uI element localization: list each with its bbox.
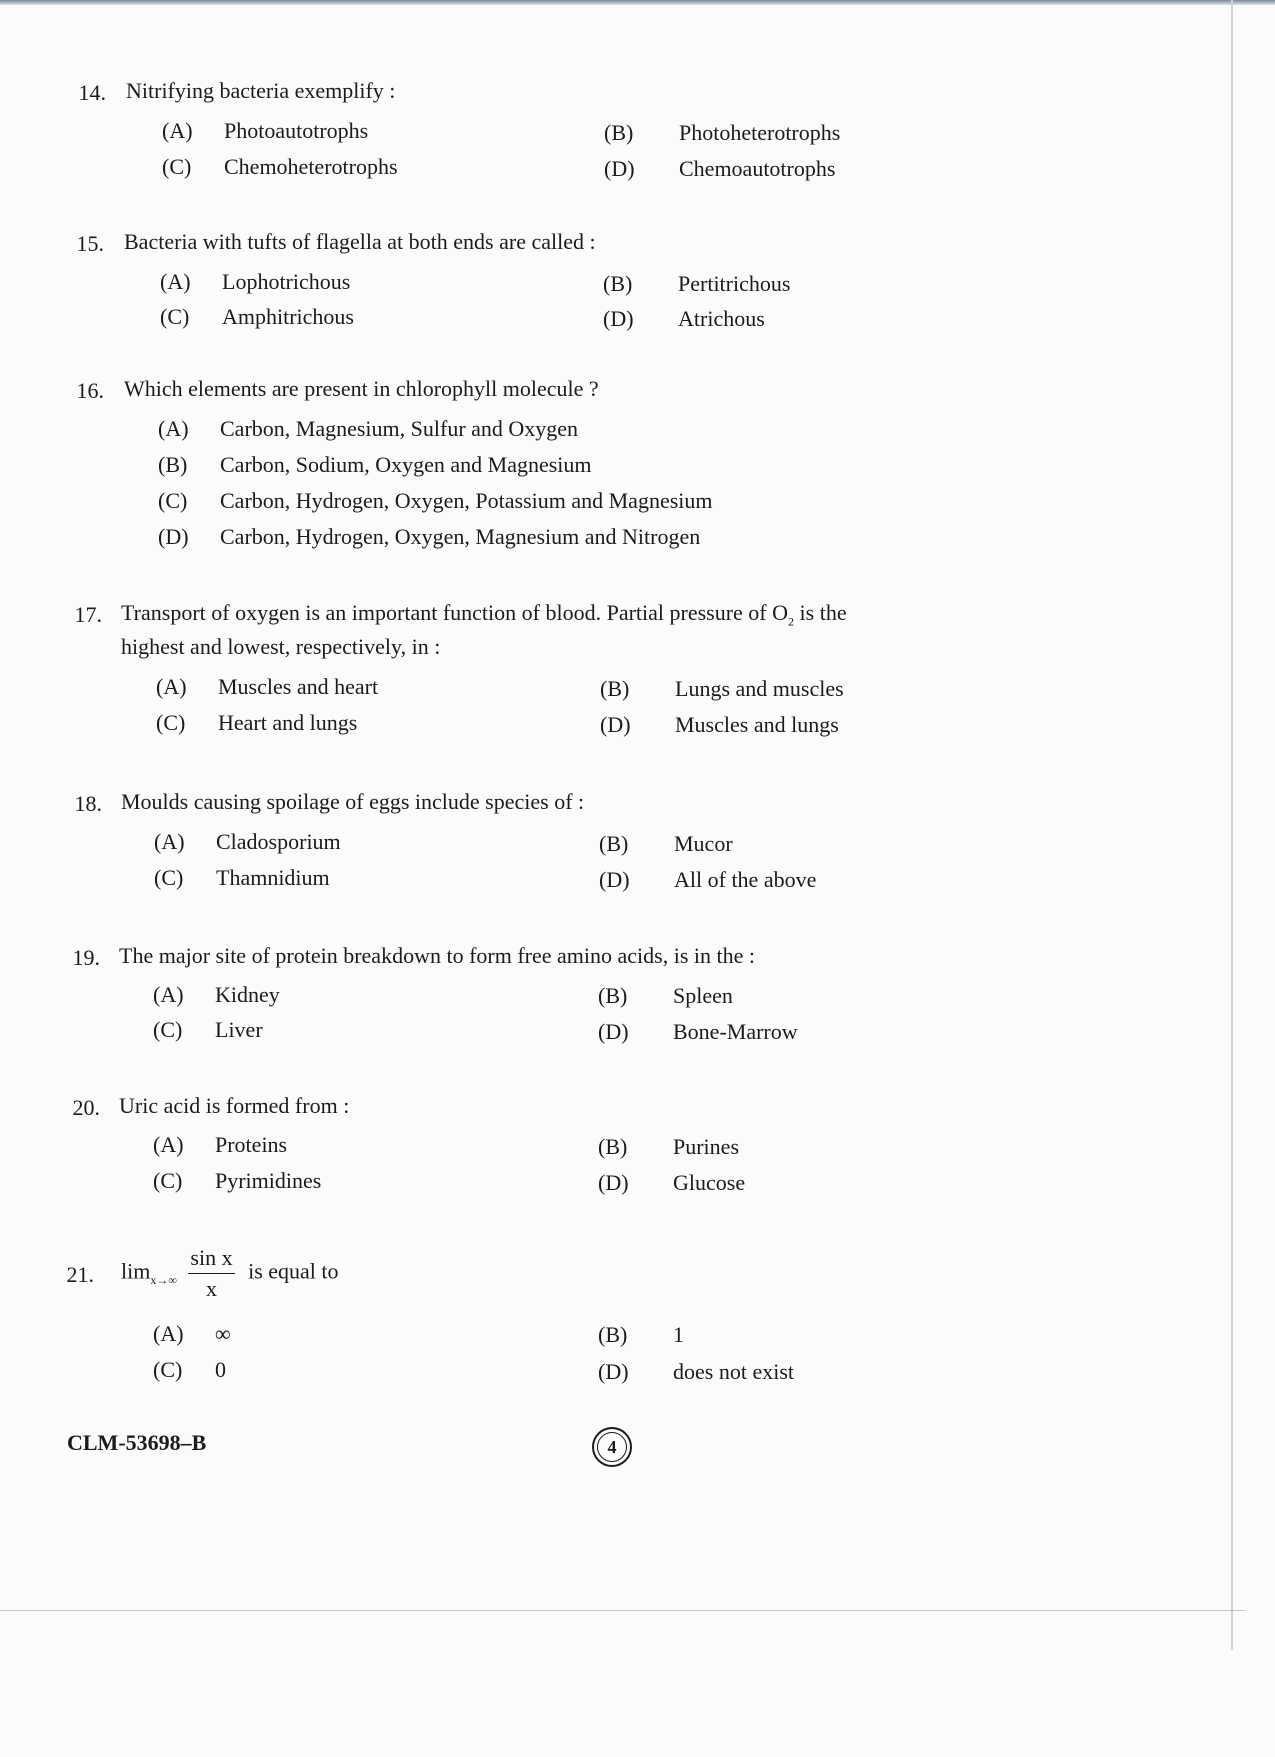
question-text: Moulds causing spoilage of eggs include species of : bbox=[121, 789, 585, 814]
question-number: 17. bbox=[74, 602, 102, 627]
question-number: 21. bbox=[66, 1262, 94, 1287]
bottom-margin-line bbox=[0, 1610, 1245, 1611]
question-number: 15. bbox=[76, 231, 104, 256]
page-number-badge bbox=[592, 1427, 632, 1467]
page-number: 4 bbox=[597, 1432, 627, 1462]
question-number: 14. bbox=[78, 80, 106, 105]
top-edge bbox=[0, 0, 1275, 5]
question-text: The major site of protein breakdown to form free amino acids, is in the : bbox=[119, 943, 755, 968]
question-number: 18. bbox=[74, 791, 102, 816]
question-text: Nitrifying bacteria exemplify : bbox=[126, 78, 396, 103]
question-number: 20. bbox=[72, 1095, 100, 1120]
question-text: Transport of oxygen is an important function of blood. Partial pressure of $O_2$ is the bbox=[121, 600, 847, 629]
right-margin-line bbox=[1231, 0, 1233, 1650]
paper-code: CLM-53698–B bbox=[67, 1430, 207, 1455]
question-number: 16. bbox=[76, 378, 104, 403]
question-text: Uric acid is formed from : bbox=[119, 1093, 350, 1118]
fraction: $\frac{\text{sin x}}{x}$ bbox=[190, 1245, 233, 1301]
question-text: $\lim_{x\to\infty}$ $\frac{\text{sin x}}{x}$ is equal to bbox=[121, 1245, 339, 1301]
question-text: Which elements are present in chlorophyll molecule ? bbox=[124, 376, 599, 401]
question-number: 19. bbox=[72, 945, 100, 970]
question-text-line2: highest and lowest, respectively, in : bbox=[121, 634, 441, 659]
question-text: Bacteria with tufts of flagella at both ends are called : bbox=[124, 229, 596, 254]
